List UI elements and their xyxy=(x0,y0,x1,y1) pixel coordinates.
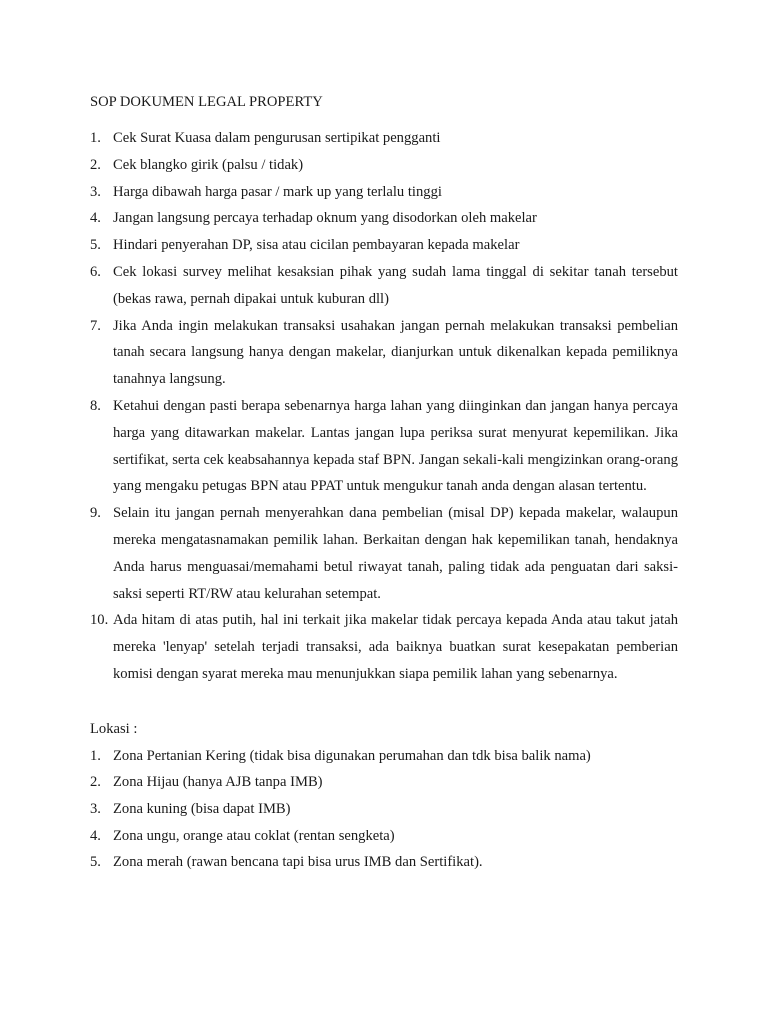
document-title: SOP DOKUMEN LEGAL PROPERTY xyxy=(90,94,323,110)
list-item xyxy=(90,849,678,876)
item-text: Zona merah (rawan bencana tapi bisa urus IMB dan Sertifikat). xyxy=(113,854,483,871)
item-number: 2. xyxy=(90,774,101,791)
item-text: Hindari penyerahan DP, sisa atau cicilan pembayaran kepada makelar xyxy=(113,237,520,254)
list-item xyxy=(90,232,678,259)
list-item xyxy=(90,179,678,206)
list-item xyxy=(90,743,678,770)
list-item xyxy=(90,607,678,687)
list-item xyxy=(90,205,678,232)
item-number: 3. xyxy=(90,800,101,817)
item-text: Ada hitam di atas putih, hal ini terkait jika makelar tidak percaya kepada Anda atau takut jatah mereka 'lenyap' setelah terjadi transaksi, ada baiknya buatkan surat kesepakatan pemberian komisi dengan syarat mereka mau menunjukkan siapa pemilik lahan yang sebenarnya. xyxy=(113,612,678,682)
list-item xyxy=(90,796,678,823)
item-text: Cek Surat Kuasa dalam pengurusan sertipikat pengganti xyxy=(113,130,441,146)
item-text: Jangan langsung percaya terhadap oknum yang disodorkan oleh makelar xyxy=(113,210,537,227)
list-item xyxy=(90,769,678,796)
document-page xyxy=(90,92,678,876)
list-item xyxy=(90,393,678,500)
list-item xyxy=(90,500,678,607)
item-number: 3. xyxy=(90,183,101,200)
item-text: Harga dibawah harga pasar / mark up yang terlalu tinggi xyxy=(113,183,442,200)
item-number: 1. xyxy=(90,747,101,764)
list-item xyxy=(90,125,678,152)
legal-checklist xyxy=(90,125,678,688)
item-number: 5. xyxy=(90,854,101,871)
item-text: Cek blangko girik (palsu / tidak) xyxy=(113,156,304,173)
item-text: Cek lokasi survey melihat kesaksian pihak yang sudah lama tinggal di sekitar tanah tersebut (bekas rawa, pernah dipakai untuk kuburan dll) xyxy=(113,263,678,307)
item-text: Zona Pertanian Kering (tidak bisa digunakan perumahan dan tdk bisa balik nama) xyxy=(113,747,591,764)
item-text: Zona Hijau (hanya AJB tanpa IMB) xyxy=(113,774,323,791)
list-item xyxy=(90,313,678,393)
item-number: 1. xyxy=(90,130,101,146)
list-item xyxy=(90,259,678,313)
item-number: 10. xyxy=(90,612,109,629)
item-number: 9. xyxy=(90,505,101,522)
item-number: 2. xyxy=(90,156,101,173)
item-number: 4. xyxy=(90,210,101,227)
item-text: Zona kuning (bisa dapat IMB) xyxy=(113,800,291,817)
item-text: Jika Anda ingin melakukan transaksi usahakan jangan pernah melakukan transaksi pembelian tanah secara langsung hanya dengan makelar, dianjurkan untuk dikenalkan kepada pemiliknya tanahnya langsung. xyxy=(113,317,678,388)
item-text: Zona ungu, orange atau coklat (rentan sengketa) xyxy=(113,827,395,844)
item-text: Selain itu jangan pernah menyerahkan dana pembelian (misal DP) kepada makelar, walaupun mereka mengatasnamakan pemilik lahan. Berkaitan dengan hak kepemilikan tanah, hendaknya Anda harus menguasai/memahami betul riwayat tanah, paling tidak ada penguatan dari saksi-saksi seperti RT/RW atau kelurahan setempat. xyxy=(113,505,678,602)
item-number: 7. xyxy=(90,317,101,334)
section-spacer xyxy=(90,688,678,719)
lokasi-heading: Lokasi : xyxy=(90,720,138,737)
list-item xyxy=(90,823,678,850)
item-number: 6. xyxy=(90,263,101,280)
item-number: 4. xyxy=(90,827,101,844)
item-text: Ketahui dengan pasti berapa sebenarnya harga lahan yang diinginkan dan jangan hanya percaya harga yang ditawarkan makelar. Lantas jangan lupa periksa surat menyurat kepemilikan. Jika sertifikat, serta cek keabsahannya kepada staf BPN. Jangan sekali-kali mengizinkan orang-orang yang mengaku petugas BPN atau PPAT untuk mengukur tanah anda dengan alasan tertentu. xyxy=(113,397,678,495)
zone-list xyxy=(90,743,678,876)
item-number: 8. xyxy=(90,397,101,414)
list-item xyxy=(90,152,678,179)
item-number: 5. xyxy=(90,237,101,254)
